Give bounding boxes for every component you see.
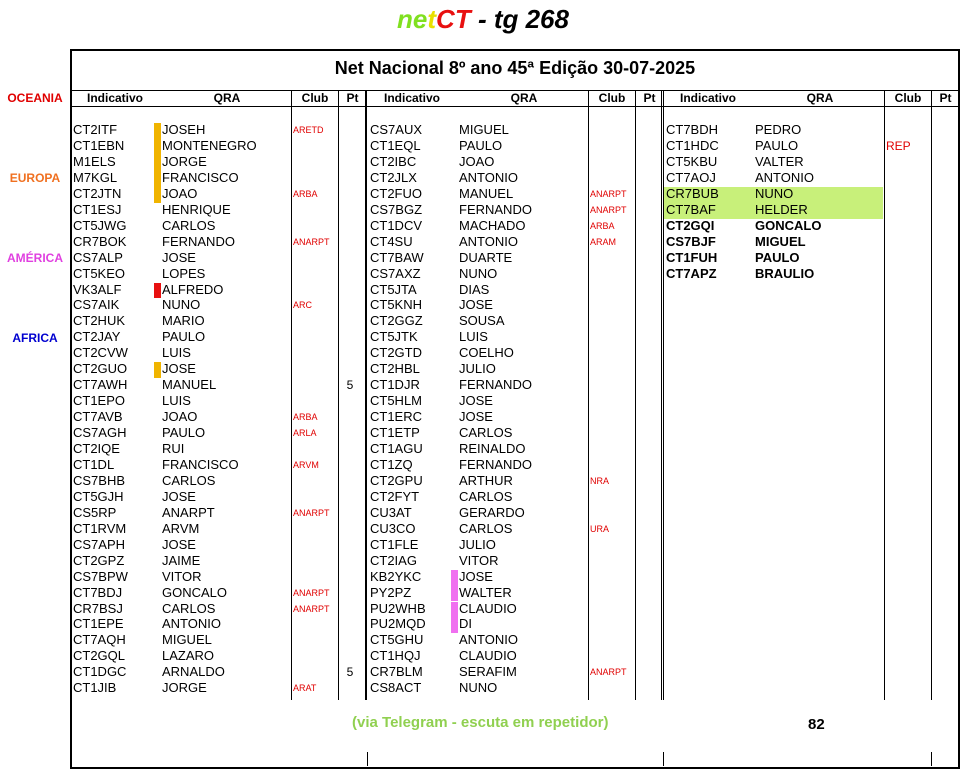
total-count: 82 <box>808 716 825 733</box>
row-qra: REINALDO <box>459 441 526 456</box>
row-qra: CARLOS <box>162 217 216 233</box>
row-club: ANARPT <box>590 204 627 215</box>
row-qra: JOSE <box>459 409 493 425</box>
row-qra: ARNALDO <box>162 664 225 680</box>
row-qra: MACHADO <box>459 217 526 233</box>
row-qra: MANUEL <box>162 377 217 393</box>
bottom-tick <box>367 752 368 766</box>
row-callsign: CT7BDH <box>666 122 719 137</box>
header-t: t <box>427 4 437 34</box>
row-callsign: CT2GPZ <box>73 552 125 568</box>
row-callsign: CS7BGZ <box>370 201 423 217</box>
column-divider <box>366 90 367 700</box>
row-qra: JOAO <box>459 153 495 169</box>
row-callsign: CT2HUK <box>73 313 126 329</box>
row-callsign: CT2GUO <box>73 361 128 377</box>
row-club: REP <box>886 138 911 153</box>
header-ne: ne <box>397 4 428 34</box>
row-qra: JOSEH <box>162 122 206 137</box>
row-qra: HENRIQUE <box>162 201 231 217</box>
row-club: ANARPT <box>293 603 330 614</box>
col-header-qra-1: QRA <box>213 91 241 105</box>
row-qra: PAULO <box>755 137 799 153</box>
row-callsign: CT7AVB <box>73 409 123 425</box>
row-callsign: CR7BOK <box>73 233 127 249</box>
column-divider <box>884 90 885 700</box>
row-qra: PAULO <box>755 249 800 265</box>
row-club: ARBA <box>293 412 318 423</box>
row-qra: MIGUEL <box>459 122 509 137</box>
row-callsign: CT2FYT <box>370 488 420 504</box>
row-qra: FERNANDO <box>459 456 532 472</box>
col-header-pt-2: Pt <box>643 91 656 105</box>
row-qra: SERAFIM <box>459 664 517 680</box>
row-callsign: CT5GHU <box>370 632 424 648</box>
header-bottom-rule <box>71 106 958 107</box>
column-divider <box>635 90 636 700</box>
row-callsign: CR7BUB <box>666 185 719 201</box>
row-qra: GONCALO <box>755 217 822 233</box>
col-header-qra-3: QRA <box>806 91 834 105</box>
row-qra: PAULO <box>162 329 206 345</box>
region-europa: EUROPA <box>9 171 61 185</box>
row-callsign: CT1RVM <box>73 520 127 536</box>
row-callsign: CT5JWG <box>73 217 127 233</box>
row-club: ARLA <box>293 428 317 439</box>
row-callsign: CT1HDC <box>666 137 719 153</box>
row-callsign: CS5RP <box>73 504 117 520</box>
row-callsign: CT1EPO <box>73 393 126 409</box>
row-callsign: CT1DL <box>73 456 115 472</box>
column-divider <box>291 90 292 700</box>
header-ct: CT <box>436 4 471 34</box>
row-callsign: CT7BAF <box>666 201 716 217</box>
row-callsign: PY2PZ <box>370 584 412 600</box>
row-callsign: CT2CVW <box>73 345 128 361</box>
row-callsign: CT1ESJ <box>73 201 122 217</box>
row-qra: JOSE <box>162 361 196 377</box>
row-callsign: CT2GGZ <box>370 313 423 329</box>
row-callsign: CT7BAW <box>370 249 424 265</box>
row-callsign: PU2WHB <box>370 600 426 616</box>
row-qra: VALTER <box>755 153 804 169</box>
status-mark <box>451 586 458 602</box>
row-club: URA <box>590 523 610 534</box>
row-callsign: CS8ACT <box>370 680 422 696</box>
row-callsign: CS7BJF <box>666 233 716 249</box>
region-oceania: OCEANIA <box>7 91 63 105</box>
row-qra: FRANCISCO <box>162 456 239 472</box>
row-qra: JULIO <box>459 361 496 377</box>
row-qra: MANUEL <box>459 185 514 201</box>
row-club: ARC <box>293 300 313 311</box>
row-callsign: CS7AXZ <box>370 265 421 281</box>
row-qra: DUARTE <box>459 249 513 265</box>
row-callsign: CT7AOJ <box>666 169 716 185</box>
row-qra: COELHO <box>459 345 514 361</box>
row-qra: JOSE <box>162 249 196 265</box>
row-callsign: VK3ALF <box>73 281 122 297</box>
row-qra: ALFREDO <box>162 281 224 297</box>
row-callsign: PU2MQD <box>370 616 426 632</box>
row-callsign: M7KGL <box>73 169 118 185</box>
row-qra: MARIO <box>162 313 205 329</box>
row-qra: PAULO <box>459 137 503 153</box>
row-qra: ARVM <box>162 520 200 536</box>
region-africa: AFRICA <box>12 331 58 345</box>
row-qra: JORGE <box>162 680 207 696</box>
col-header-club-3: Club <box>894 91 922 105</box>
row-callsign: CT1ETP <box>370 425 420 441</box>
row-club: ANARPT <box>590 667 627 678</box>
status-mark <box>154 123 161 139</box>
row-callsign: CR7BLM <box>370 664 423 680</box>
col-header-pt-1: Pt <box>346 91 359 105</box>
row-qra: FERNANDO <box>162 233 235 249</box>
col-header-club-1: Club <box>301 91 329 105</box>
row-qra: ANARPT <box>162 504 215 520</box>
row-callsign: CT2JLX <box>370 169 417 185</box>
row-callsign: CT1ERC <box>370 409 423 425</box>
row-callsign: CT1EBN <box>73 137 125 153</box>
region-america: AMÉRICA <box>7 251 63 265</box>
row-qra: CARLOS <box>459 488 513 504</box>
row-callsign: CT5JTA <box>370 281 417 297</box>
row-qra: JOSE <box>162 488 196 504</box>
header-rest: - tg 268 <box>470 4 569 34</box>
row-callsign: CT7AQH <box>73 632 126 648</box>
via-note: (via Telegram - escuta em repetidor) <box>352 714 609 731</box>
row-qra: FERNANDO <box>459 201 532 217</box>
row-callsign: CT5JTK <box>370 329 418 345</box>
row-callsign: CT1DGC <box>73 664 127 680</box>
status-mark <box>451 570 458 586</box>
row-qra: LUIS <box>162 393 191 409</box>
row-qra: DIAS <box>459 281 490 297</box>
row-callsign: CT2IAG <box>370 552 417 568</box>
row-callsign: CT1DJR <box>370 377 420 393</box>
column-divider <box>663 90 664 700</box>
row-qra: PAULO <box>162 425 206 441</box>
row-qra: JOSE <box>459 568 493 584</box>
row-callsign: CS7AGH <box>73 425 127 441</box>
row-qra: CLAUDIO <box>459 648 517 664</box>
col-header-indicativo-2: Indicativo <box>383 91 440 105</box>
col-header-qra-2: QRA <box>510 91 538 105</box>
row-callsign: CS7AIK <box>73 297 120 313</box>
net-header <box>0 4 966 35</box>
row-qra: NUNO <box>162 297 201 313</box>
row-qra: LUIS <box>162 345 191 361</box>
row-callsign: CT2ITF <box>73 122 118 137</box>
row-callsign: CT4SU <box>370 233 413 249</box>
row-club: ARBA <box>293 188 318 199</box>
status-mark <box>451 617 458 633</box>
row-callsign: CT7AWH <box>73 377 128 393</box>
row-callsign: CT2GPU <box>370 472 423 488</box>
row-qra: GONCALO <box>162 584 228 600</box>
row-qra: FRANCISCO <box>162 169 239 185</box>
row-qra: NUNO <box>459 265 498 281</box>
row-callsign: CT2GQI <box>666 217 715 233</box>
row-qra: ANTONIO <box>162 616 221 632</box>
row-qra: CARLOS <box>162 600 216 616</box>
row-qra: NUNO <box>755 185 794 201</box>
row-qra: PEDRO <box>755 122 802 137</box>
row-callsign: CT2JAY <box>73 329 121 345</box>
row-qra: LAZARO <box>162 648 215 664</box>
row-qra: CARLOS <box>459 520 513 536</box>
row-club: ARBA <box>590 220 615 231</box>
status-mark <box>154 283 161 299</box>
row-qra: ARTHUR <box>459 472 513 488</box>
col-header-pt-3: Pt <box>939 91 952 105</box>
row-club: ARAM <box>590 236 617 247</box>
row-qra: JOSE <box>459 297 493 313</box>
row-callsign: CT2GTD <box>370 345 422 361</box>
row-callsign: CS7BHB <box>73 472 126 488</box>
row-callsign: CT2FUO <box>370 185 422 201</box>
row-qra: JORGE <box>162 153 207 169</box>
row-qra: ANTONIO <box>459 632 518 648</box>
column-divider <box>931 90 932 700</box>
row-callsign: CT5KEO <box>73 265 126 281</box>
row-callsign: CS7BPW <box>73 568 128 584</box>
row-callsign: CT5KBU <box>666 153 718 169</box>
status-mark <box>154 362 161 378</box>
row-callsign: M1ELS <box>73 153 116 169</box>
row-callsign: CT2JTN <box>73 185 122 201</box>
row-callsign: CT7APZ <box>666 265 717 281</box>
row-qra: CARLOS <box>459 425 513 441</box>
row-callsign: CT2IBC <box>370 153 417 169</box>
status-mark <box>451 602 458 618</box>
row-qra: MIGUEL <box>162 632 212 648</box>
row-callsign: CT5KNH <box>370 297 423 313</box>
row-points: 5 <box>346 665 354 680</box>
row-callsign: CT1DCV <box>370 217 423 233</box>
column-divider <box>338 90 339 700</box>
block-divider <box>365 90 366 700</box>
block-divider <box>661 90 662 700</box>
row-qra: BRAULIO <box>755 265 815 281</box>
col-header-club-2: Club <box>598 91 626 105</box>
row-club: NRA <box>590 475 610 486</box>
row-qra: JULIO <box>459 536 496 552</box>
row-qra: WALTER <box>459 584 512 600</box>
row-callsign: CT2GQL <box>73 648 126 664</box>
row-qra: JAIME <box>162 552 201 568</box>
row-club: ANARPT <box>293 587 330 598</box>
status-mark <box>154 187 161 203</box>
row-qra: HELDER <box>755 201 808 217</box>
row-callsign: CU3CO <box>370 520 416 536</box>
row-qra: VITOR <box>162 568 202 584</box>
row-qra: JOSE <box>459 393 493 409</box>
row-callsign: CR7BSJ <box>73 600 123 616</box>
row-callsign: CS7ALP <box>73 249 123 265</box>
col-header-indicativo-3: Indicativo <box>679 91 736 105</box>
row-qra: JOAO <box>162 185 198 201</box>
row-callsign: CT1ZQ <box>370 456 413 472</box>
row-qra: VITOR <box>459 552 499 568</box>
status-mark <box>154 171 161 187</box>
col-header-indicativo-1: Indicativo <box>86 91 143 105</box>
row-callsign: CT7BDJ <box>73 584 123 600</box>
row-qra: NUNO <box>459 680 498 696</box>
row-qra: ANTONIO <box>459 233 518 249</box>
bottom-tick <box>663 752 664 766</box>
row-qra: GERARDO <box>459 504 525 520</box>
row-callsign: CU3AT <box>370 504 412 520</box>
row-qra: LOPES <box>162 265 206 281</box>
row-club: ANARPT <box>293 507 330 518</box>
column-divider <box>588 90 589 700</box>
row-callsign: CT1JIB <box>73 680 117 696</box>
row-callsign: CT5GJH <box>73 488 124 504</box>
row-callsign: CT2HBL <box>370 361 420 377</box>
row-callsign: CT5HLM <box>370 393 423 409</box>
row-club: ARETD <box>293 125 324 135</box>
row-callsign: CT2IQE <box>73 441 120 456</box>
row-club: ARAT <box>293 683 317 694</box>
row-callsign: CT1EPE <box>73 616 124 632</box>
row-callsign: CT1AGU <box>370 441 423 456</box>
row-qra: ANTONIO <box>755 169 814 185</box>
row-club: ANARPT <box>293 236 330 247</box>
row-callsign: CT1EQL <box>370 137 421 153</box>
row-callsign: CT1HQJ <box>370 648 421 664</box>
row-points: 5 <box>346 378 354 393</box>
sheet-title: Net Nacional 8º ano 45ª Edição 30-07-2025 <box>334 58 696 78</box>
row-callsign: CT1FLE <box>370 536 419 552</box>
row-qra: ANTONIO <box>459 169 518 185</box>
row-qra: FERNANDO <box>459 377 532 393</box>
bottom-tick <box>931 752 932 766</box>
row-club: ARVM <box>293 459 319 470</box>
row-callsign: CT1FUH <box>666 249 718 265</box>
row-callsign: CS7AUX <box>370 122 423 137</box>
row-qra: CARLOS <box>162 472 216 488</box>
row-qra: MONTENEGRO <box>162 137 257 153</box>
row-qra: MIGUEL <box>755 233 806 249</box>
row-qra: JOSE <box>162 536 196 552</box>
row-qra: RUI <box>162 441 185 456</box>
row-club: ANARPT <box>590 188 627 199</box>
status-mark <box>154 139 161 155</box>
row-qra: SOUSA <box>459 313 505 329</box>
row-callsign: CS7APH <box>73 536 126 552</box>
status-mark <box>154 155 161 171</box>
row-callsign: KB2YKC <box>370 568 422 584</box>
row-qra: JOAO <box>162 409 198 425</box>
row-qra: CLAUDIO <box>459 600 517 616</box>
row-qra: DI <box>459 616 472 632</box>
row-qra: LUIS <box>459 329 488 345</box>
